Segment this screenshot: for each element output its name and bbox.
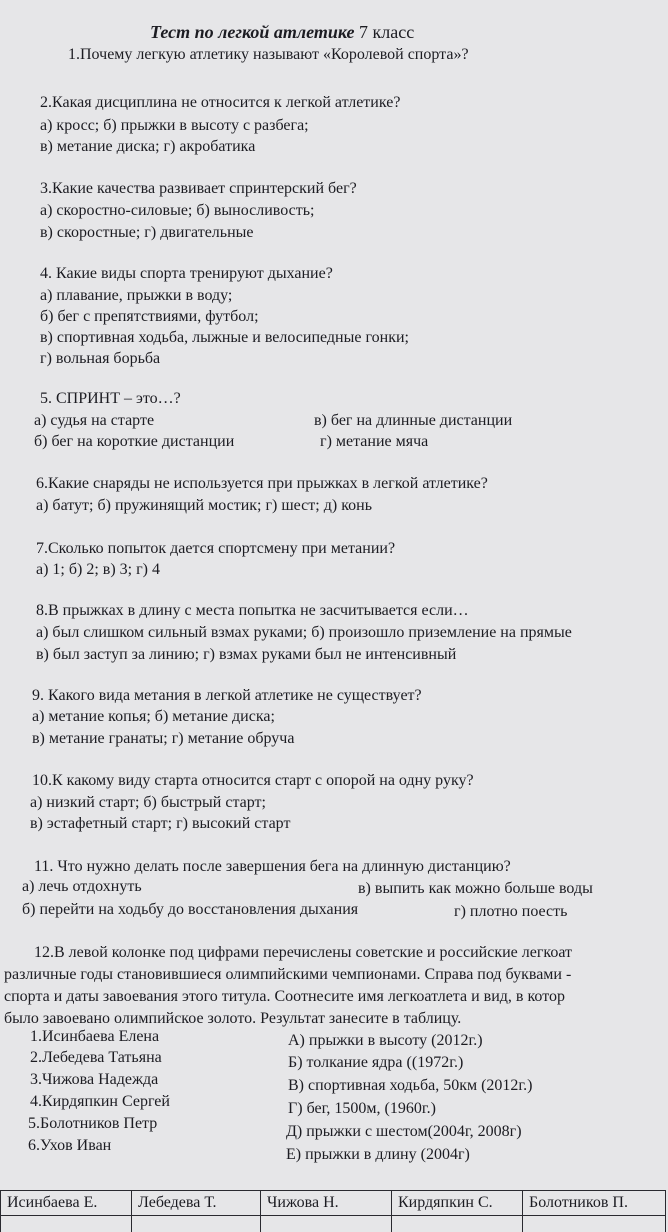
q4-options-4: г) вольная борьба: [40, 350, 161, 367]
q8-options-1: а) был слишком сильный взмах руками; б) произошло приземление на прямые: [36, 624, 572, 641]
q9-options-1: а) метание копья; б) метание диска;: [32, 708, 275, 725]
athlete-1: 1.Исинбаева Елена: [30, 1028, 160, 1045]
q11-option-b: б) перейти на ходьбу до восстановления дыхания: [22, 901, 359, 918]
table-row: [1, 1216, 666, 1232]
question-4: 4. Какие виды спорта тренируют дыхание?: [40, 265, 333, 282]
q5-option-v: в) бег на длинные дистанции: [314, 412, 513, 429]
q11-option-g: г) плотно поесть: [454, 903, 568, 920]
question-1: 1.Почему легкую атлетику называют «Королевой спорта»?: [68, 46, 469, 63]
table-header-cell: Лебедева Т.: [132, 1191, 261, 1216]
q9-options-2: в) метание гранаты; г) метание обруча: [32, 730, 295, 747]
table-header-cell: Болотников П.: [523, 1191, 666, 1216]
q2-options-1: а) кросс; б) прыжки в высоту с разбега;: [40, 117, 309, 134]
q5-option-a: а) судья на старте: [34, 412, 155, 429]
answer-table: [0, 1190, 668, 1232]
q8-options-2: в) был заступ за линию; г) взмах руками был не интенсивный: [36, 646, 457, 663]
q7-options-1: а) 1; б) 2; в) 3; г) 4: [36, 561, 161, 578]
answer-cell: [132, 1216, 261, 1232]
question-3: 3.Какие качества развивает спринтерский бег?: [40, 180, 357, 197]
event-e: Е) прыжки в длину (2004г): [286, 1146, 470, 1163]
answer-cell: [392, 1216, 523, 1232]
q3-options-2: в) скоростные; г) двигательные: [40, 224, 254, 241]
q10-options-1: а) низкий старт; б) быстрый старт;: [30, 794, 266, 811]
athlete-4: 4.Кирдяпкин Сергей: [30, 1093, 170, 1110]
event-v: В) спортивная ходьба, 50км (2012г.): [288, 1077, 533, 1094]
table-header-cell: Чижова Н.: [261, 1191, 392, 1216]
q6-options-1: а) батут; б) пружинящий мостик; г) шест; д) конь: [36, 497, 373, 514]
q10-options-2: в) эстафетный старт; г) высокий старт: [30, 815, 291, 832]
q2-options-2: в) метание диска; г) акробатика: [40, 138, 256, 155]
answer-cell: [1, 1216, 132, 1232]
q4-options-1: а) плавание, прыжки в воду;: [40, 287, 233, 304]
event-g: Г) бег, 1500м, (1960г.): [288, 1100, 436, 1117]
question-5: 5. СПРИНТ – это…?: [40, 390, 181, 407]
question-12-line-3: спорта и даты завоевания этого титула. Соотнесите имя легкоатлета и вид, в котор: [4, 988, 565, 1005]
event-a: А) прыжки в высоту (2012г.): [288, 1032, 483, 1049]
question-7: 7.Сколько попыток дается спортсмену при метании?: [36, 540, 396, 557]
title-italic: Тест по легкой атлетике: [150, 22, 355, 42]
athlete-2: 2.Лебедева Татьяна: [30, 1049, 162, 1066]
athlete-5: 5.Болотников Петр: [28, 1115, 158, 1132]
event-b: Б) толкание ядра ((1972г.): [288, 1054, 464, 1071]
q11-option-v: в) выпить как можно больше воды: [358, 880, 593, 897]
q4-options-3: в) спортивная ходьба, лыжные и велосипедные гонки;: [40, 329, 409, 346]
q5-option-g: г) метание мяча: [320, 433, 429, 450]
athlete-6: 6.Ухов Иван: [28, 1137, 112, 1154]
answer-cell: [523, 1216, 666, 1232]
q4-options-2: б) бег с препятствиями, футбол;: [40, 308, 259, 325]
test-title: [150, 22, 414, 42]
question-10: 10.К какому виду старта относится старт с опорой на одну руку?: [32, 772, 474, 789]
question-9: 9. Какого вида метания в легкой атлетике не существует?: [32, 687, 422, 704]
title-grade: 7 класс: [354, 22, 415, 42]
question-6: 6.Какие снаряды не используется при прыжках в легкой атлетике?: [36, 475, 488, 492]
q5-option-b: б) бег на короткие дистанции: [34, 433, 235, 450]
question-11: 11. Что нужно делать после завершения бега на длинную дистанцию?: [34, 858, 511, 875]
table-header-cell: Исинбаева Е.: [1, 1191, 132, 1216]
answer-table-grid: [0, 1190, 666, 1232]
question-8: 8.В прыжках в длину с места попытка не засчитывается если…: [36, 602, 469, 619]
question-12-line-4: было завоевано олимпийское золото. Результат занесите в таблицу.: [4, 1010, 462, 1027]
answer-cell: [261, 1216, 392, 1232]
table-header-cell: Кирдяпкин С.: [392, 1191, 523, 1216]
question-2: 2.Какая дисциплина не относится к легкой атлетике?: [40, 94, 401, 111]
q11-option-a: а) лечь отдохнуть: [22, 878, 142, 895]
event-d: Д) прыжки с шестом(2004г, 2008г): [286, 1123, 522, 1140]
athlete-3: 3.Чижова Надежда: [30, 1071, 159, 1088]
question-12-line-1: 12.В левой колонке под цифрами перечислены советские и российские легкоат: [34, 944, 573, 961]
question-12-line-2: различные годы становившиеся олимпийскими чемпионами. Справа под буквами -: [4, 966, 572, 983]
q3-options-1: а) скоростно-силовые; б) выносливость;: [40, 202, 315, 219]
table-row: [1, 1191, 666, 1216]
